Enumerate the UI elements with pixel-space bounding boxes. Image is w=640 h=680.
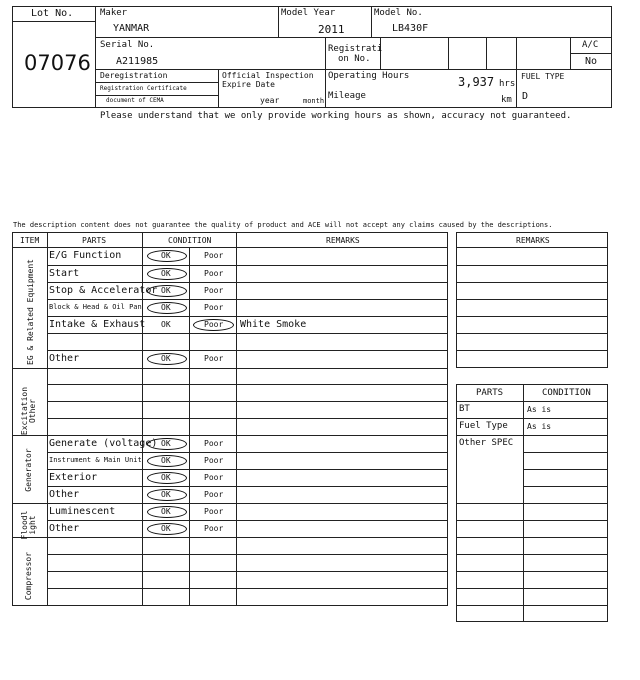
lot-label: Lot No. bbox=[31, 8, 74, 19]
km-unit: km bbox=[501, 95, 512, 105]
grid-line bbox=[47, 401, 448, 402]
selected-circle-mark bbox=[147, 506, 187, 518]
grid-line bbox=[47, 520, 448, 521]
section-excitation-label: Excitation Other bbox=[20, 386, 37, 436]
grid-line bbox=[12, 435, 448, 436]
model-year-value: 2011 bbox=[318, 23, 345, 36]
grid-line bbox=[456, 503, 608, 504]
condition-ok-option[interactable]: OK bbox=[161, 438, 171, 448]
operating-hours-label: Operating Hours bbox=[328, 71, 410, 81]
inspection-label: Official Inspection bbox=[222, 71, 314, 80]
grid-line bbox=[47, 265, 448, 266]
condition-ok-option[interactable]: OK bbox=[161, 285, 171, 295]
row-part-label: Block & Head & Oil Pan bbox=[49, 302, 142, 311]
row-part-label: Intake & Exhaust bbox=[49, 318, 146, 330]
grid-line bbox=[456, 401, 608, 402]
grid-line bbox=[47, 418, 448, 419]
row-part-label: E/G Function bbox=[49, 250, 122, 261]
right-condition-value: As is bbox=[527, 421, 552, 431]
selected-circle-mark bbox=[147, 302, 187, 314]
grid-line bbox=[371, 6, 372, 37]
grid-line bbox=[47, 469, 448, 470]
maker-label: Maker bbox=[100, 8, 128, 18]
grid-line bbox=[456, 316, 608, 317]
selected-circle-mark bbox=[147, 489, 187, 501]
right-remarks-table bbox=[456, 232, 608, 368]
model-year-label: Model Year bbox=[281, 8, 336, 18]
right-condition-value: As is bbox=[527, 404, 552, 414]
remarks-header: REMARKS bbox=[326, 236, 360, 245]
grid-line bbox=[47, 232, 48, 606]
grid-line bbox=[218, 69, 219, 108]
row-part-label: Other bbox=[49, 353, 80, 364]
grid-line bbox=[47, 316, 448, 317]
grid-line bbox=[456, 247, 608, 248]
condition-ok-option[interactable]: OK bbox=[161, 354, 171, 363]
grid-line bbox=[456, 554, 608, 555]
condition-poor-option[interactable]: Poor bbox=[204, 319, 224, 329]
grid-line bbox=[12, 537, 448, 538]
grid-line bbox=[12, 503, 448, 504]
grid-line bbox=[325, 37, 326, 108]
row-part-label: Generate (voltage) bbox=[49, 437, 158, 449]
grid-line bbox=[47, 486, 448, 487]
month-label: month bbox=[303, 97, 325, 105]
condition-ok-option[interactable]: OK bbox=[161, 302, 171, 312]
section-eg-related-equipment: EG & Related Equipment bbox=[26, 259, 35, 365]
condition-poor-option[interactable]: Poor bbox=[204, 506, 224, 516]
row-part-label: Other bbox=[49, 522, 80, 534]
row-part-label: Exterior bbox=[49, 471, 98, 483]
cema-label: document of CEMA bbox=[106, 97, 164, 104]
right-remarks-header: REMARKS bbox=[516, 236, 550, 245]
condition-ok-option[interactable]: OK bbox=[161, 472, 171, 482]
selected-circle-mark bbox=[147, 455, 187, 467]
grid-line bbox=[523, 486, 608, 487]
registration-label-2: on No. bbox=[338, 54, 371, 64]
lot-number: 07076 bbox=[24, 51, 91, 75]
grid-line bbox=[456, 537, 608, 538]
condition-ok-option[interactable]: OK bbox=[161, 506, 171, 516]
row-part-label: Luminescent bbox=[49, 505, 116, 517]
right-parts-header: PARTS bbox=[476, 388, 504, 398]
grid-line bbox=[96, 82, 218, 83]
section-floodlight-label: Floodlight bbox=[20, 510, 37, 540]
grid-line bbox=[47, 333, 448, 334]
row-part-label: Instrument & Main Unit bbox=[49, 455, 142, 464]
right-part-label: BT bbox=[459, 403, 470, 414]
grid-line bbox=[47, 350, 448, 351]
grid-line bbox=[96, 37, 612, 38]
deregistration-label: Deregistration bbox=[100, 71, 168, 80]
grid-line bbox=[47, 452, 448, 453]
condition-poor-option[interactable]: Poor bbox=[204, 268, 224, 278]
grid-line bbox=[47, 384, 448, 385]
grid-line bbox=[96, 69, 612, 70]
condition-header: CONDITION bbox=[168, 236, 212, 245]
grid-line bbox=[47, 554, 448, 555]
grid-line bbox=[486, 37, 487, 69]
serial-label: Serial No. bbox=[100, 40, 155, 50]
selected-circle-mark bbox=[147, 472, 187, 484]
ac-value: No bbox=[585, 56, 598, 67]
condition-poor-option[interactable]: Poor bbox=[204, 302, 224, 312]
ac-label: A/C bbox=[582, 40, 599, 50]
grid-line bbox=[47, 571, 448, 572]
condition-poor-option[interactable]: Poor bbox=[204, 354, 224, 363]
grid-line bbox=[278, 6, 279, 37]
model-no-label: Model No. bbox=[374, 8, 423, 18]
grid-line bbox=[96, 95, 218, 96]
condition-poor-option[interactable]: Poor bbox=[204, 472, 224, 482]
model-no-value: LB430F bbox=[392, 23, 429, 34]
hrs-unit: hrs bbox=[499, 79, 516, 89]
grid-line bbox=[456, 588, 608, 589]
grid-line bbox=[523, 452, 608, 453]
serial-value: A211985 bbox=[116, 56, 159, 67]
right-condition-header: CONDITION bbox=[542, 388, 591, 398]
selected-circle-mark bbox=[147, 250, 187, 262]
grid-line bbox=[516, 37, 517, 108]
grid-line bbox=[456, 520, 608, 521]
condition-ok-option[interactable]: OK bbox=[161, 455, 171, 465]
condition-poor-option[interactable]: Poor bbox=[204, 251, 224, 260]
grid-line bbox=[456, 571, 608, 572]
condition-ok-option[interactable]: OK bbox=[161, 523, 171, 533]
condition-ok-option[interactable]: OK bbox=[161, 489, 171, 499]
operating-hours-value: 3,937 bbox=[458, 75, 495, 89]
grid-line bbox=[456, 350, 608, 351]
condition-poor-option[interactable]: Poor bbox=[204, 489, 224, 499]
grid-line bbox=[456, 265, 608, 266]
grid-line bbox=[12, 368, 448, 369]
fuel-type-label: FUEL TYPE bbox=[521, 72, 565, 81]
grid-line bbox=[47, 588, 448, 589]
grid-line bbox=[47, 299, 448, 300]
row-part-label: Start bbox=[49, 267, 80, 279]
right-part-label: Fuel Type bbox=[459, 420, 508, 431]
selected-circle-mark bbox=[147, 285, 187, 297]
grid-line bbox=[456, 282, 608, 283]
grid-line bbox=[456, 299, 608, 300]
grid-line bbox=[189, 247, 190, 606]
inspection-label-2: Expire Date bbox=[222, 80, 275, 89]
condition-ok-option[interactable]: OK bbox=[161, 251, 171, 260]
working-hours-disclaimer: Please understand that we only provide working hours as shown, accuracy not guaranteed. bbox=[100, 111, 572, 121]
row-part-label: Stop & Accelerator bbox=[49, 284, 158, 296]
condition-ok-option[interactable]: OK bbox=[161, 319, 171, 329]
grid-line bbox=[448, 37, 449, 69]
grid-line bbox=[456, 435, 608, 436]
parts-header: PARTS bbox=[82, 236, 107, 245]
grid-line bbox=[456, 333, 608, 334]
grid-line bbox=[456, 605, 608, 606]
section-compressor: Compressor bbox=[24, 551, 33, 601]
registration-certificate-label: Registration Certificate bbox=[100, 85, 187, 92]
condition-poor-option[interactable]: Poor bbox=[204, 285, 224, 295]
description-note: The description content does not guarantee the quality of product and ACE will not accept any claims caused by the descriptions. bbox=[13, 221, 553, 229]
grid-line bbox=[12, 247, 448, 248]
selected-circle-mark bbox=[193, 319, 234, 331]
condition-poor-option[interactable]: Poor bbox=[204, 438, 224, 448]
selected-circle-mark bbox=[147, 438, 187, 450]
grid-line bbox=[12, 21, 96, 22]
condition-ok-option[interactable]: OK bbox=[161, 268, 171, 278]
selected-circle-mark bbox=[147, 523, 187, 535]
grid-line bbox=[47, 282, 448, 283]
grid-line bbox=[570, 53, 612, 54]
grid-line bbox=[456, 418, 608, 419]
mileage-label: Mileage bbox=[328, 91, 366, 101]
selected-circle-mark bbox=[147, 268, 187, 280]
fuel-type-value: D bbox=[522, 91, 529, 102]
section-generator: Generator bbox=[24, 448, 33, 492]
maker-value: YANMAR bbox=[113, 23, 150, 34]
year-label: year bbox=[260, 96, 280, 105]
selected-circle-mark bbox=[147, 353, 187, 365]
condition-poor-option[interactable]: Poor bbox=[204, 523, 224, 533]
grid-line bbox=[523, 469, 608, 470]
condition-poor-option[interactable]: Poor bbox=[204, 455, 224, 465]
grid-line bbox=[236, 232, 237, 606]
right-part-label: Other SPEC bbox=[459, 437, 514, 448]
row-remark: White Smoke bbox=[240, 318, 307, 330]
item-header: ITEM bbox=[20, 236, 40, 245]
registration-label: Registrati bbox=[328, 44, 383, 54]
row-part-label: Other bbox=[49, 488, 80, 500]
